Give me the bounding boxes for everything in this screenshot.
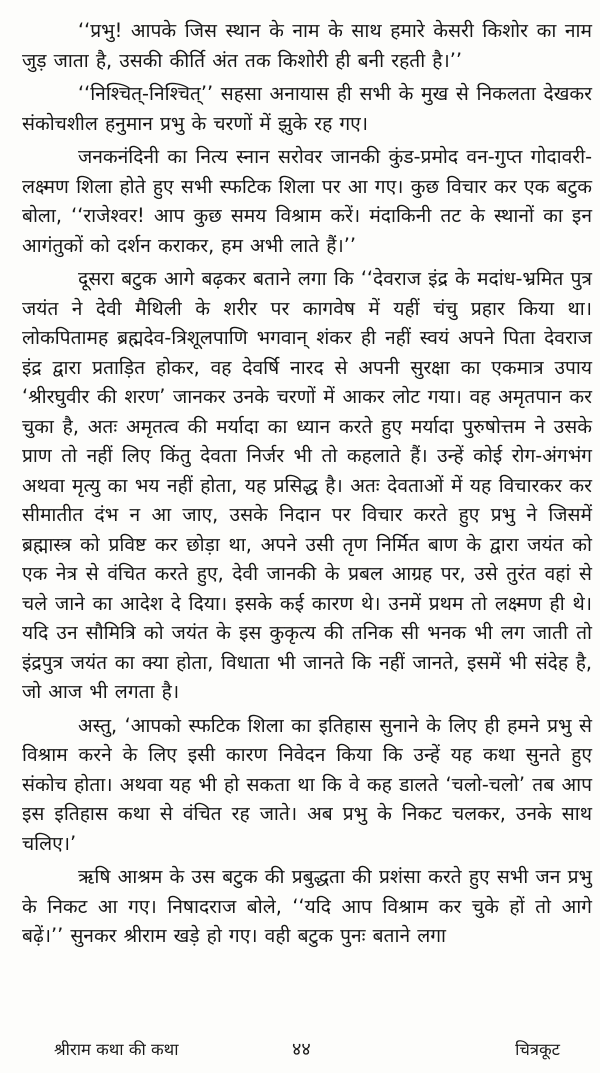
page-footer bbox=[54, 1037, 560, 1063]
paragraph-4: दूसरा बटुक आगे बढ़कर बताने लगा कि ‘‘देवराज इंद्र के मदांध-भ्रमित पुत्र जयंत ने देवी मैथिली के शरीर पर कागवेष में यहीं चंचु प्रहार किया था। लोकपितामह ब्रह्मदेव-त्रिशूलपाणि भगवान् शंकर ही नहीं स्वयं अपने पिता देवराज इंद्र द्वारा प्रताड़ित होकर, वह देवर्षि नारद से अपनी सुरक्षा का एकमात्र उपाय ‘श्रीरघुवीर की शरण’ जानकर उनके चरणों में आकर लोट गया। वह अमृतपान कर चुका है, अतः अमृतत्व की मर्यादा का ध्यान करते हुए मर्यादा पुरुषोत्तम ने उसके प्राण तो नहीं लिए किंतु देवता निर्जर भी तो कहलाते हैं। उन्हें कोई रोग-अंगभंग अथवा मृत्यु का भय नहीं होता, यह प्रसिद्ध है। अतः देवताओं में यह विचारकर कर सीमातीत दंभ न आ जाए, उसके निदान पर विचार करते हुए प्रभु ने जिसमें ब्रह्मास्त्र को प्रविष्ट कर छोड़ा था, अपने उसी तृण निर्मित बाण के द्वारा जयंत को एक नेत्र से वंचित करते हुए, देवी जानकी के प्रबल आग्रह पर, उसे तुरंत वहां से चले जाने का आदेश दे दिया। इसके कई कारण थे। उनमें प्रथम तो लक्ष्मण ही थे। यदि उन सौमित्रि को जयंत के इस कुकृत्य की तनिक सी भनक भी लग जाती तो इंद्रपुत्र जयंत का क्या होता, विधाता भी जानते कि नहीं जानते, इसमें भी संदेह है, जो आज भी लगता है। bbox=[22, 267, 592, 703]
paragraph-2: ‘‘निश्चित्-निश्चित्’’ सहसा अनायास ही सभी के मुख से निकलता देखकर संकोचशील हनुमान प्रभु के चरणों में झुके रह गए। bbox=[22, 82, 592, 135]
paragraph-1: ‘‘प्रभु! आपके जिस स्थान के नाम के साथ हमारे केसरी किशोर का नाम जुड़ जाता है, उसकी कीर्ति अंत तक किशोरी ही बनी रहती है।’’ bbox=[22, 19, 592, 72]
paragraph-3: जनकनंदिनी का नित्य स्नान सरोवर जानकी कुंड-प्रमोद वन-गुप्त गोदावरी-लक्ष्मण शिला होते हुए सभी स्फटिक शिला पर आ गए। कुछ विचार कर एक बटुक बोला, ‘‘राजेश्वर! आप कुछ समय विश्राम करें। मंदाकिनी तट के स्थानों का इन आगंतुकों को दर्शन कराकर, हम अभी लाते हैं।’’ bbox=[22, 145, 592, 257]
paragraph-5: अस्तु, ‘आपको स्फटिक शिला का इतिहास सुनाने के लिए ही हमने प्रभु से विश्राम करने के लिए इसी कारण निवेदन किया कि उन्हें यह कथा सुनते हुए संकोच होता। अथवा यह भी हो सकता था कि वे कह डालते ‘चलो-चलो’ तब आप इस इतिहास कथा से वंचित रह जाते। अब प्रभु के निकट चलकर, उनके साथ चलिए।’ bbox=[22, 713, 592, 855]
footer-book-title: श्रीराम कथा की कथा bbox=[54, 1040, 179, 1059]
paragraph-6: ऋषि आश्रम के उस बटुक की प्रबुद्धता की प्रशंसा करते हुए सभी जन प्रभु के निकट आ गए। निषादराज बोले, ‘‘यदि आप विश्राम कर चुके हों तो आगे बढ़ें।’’ सुनकर श्रीराम खड़े हो गए। वही बटुक पुनः बताने लगा bbox=[22, 865, 592, 947]
page-body bbox=[22, 16, 592, 951]
footer-page-number: ४४ bbox=[292, 1039, 311, 1060]
footer-chapter-title: चित्रकूट bbox=[515, 1040, 560, 1059]
